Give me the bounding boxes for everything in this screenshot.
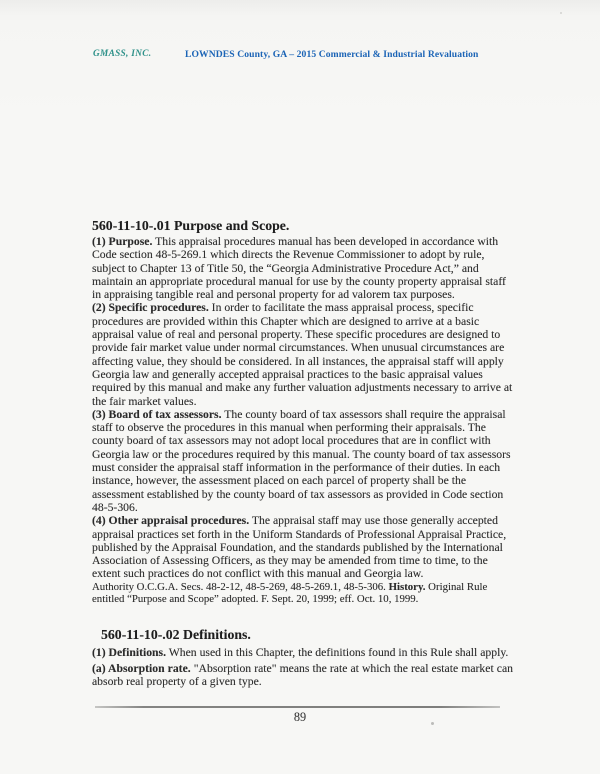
footer-rule: [95, 706, 500, 708]
paragraph-lead: (3) Board of tax assessors.: [92, 407, 222, 421]
header-document-title: LOWNDES County, GA – 2015 Commercial & Industrial Revaluation: [185, 49, 479, 60]
scan-speck: [431, 722, 434, 725]
history-text: Original Rule entitled “Purpose and Scope” adopted. F. Sept. 20, 1999; eff. Oct. 10, 1999.: [92, 580, 488, 606]
paragraph-definitions: [92, 646, 513, 659]
paragraph-text: This appraisal procedures manual has been developed in accordance with Code section 48-5-269.1 which directs the Revenue Commissioner to adopt by rule, subject to Chapter 13 of Title 50, the “Georgia Administrative Procedure Act,” and maintain an appropriate procedural manual for use by the county property appraisal staff in appraising tangible real and personal property for ad valorem tax purposes.: [92, 235, 506, 302]
rule-heading-02: 560-11-10-.02 Definitions.: [101, 626, 251, 642]
paragraph-text: The county board of tax assessors shall require the appraisal staff to observe the procedures in this manual when performing their appraisals. The county board of tax assessors may not adopt local procedures that are in conflict with Georgia law or the procedures required by this manual. The county board of tax assessors must consider the appraisal staff information in the performance of their duties. In each instance, however, the assessment placed on each parcel of property shall be the assessment established by the county board of tax assessors as provided in Code section 48-5-306.: [92, 407, 511, 514]
paragraph-lead: (1) Purpose.: [92, 235, 153, 248]
paragraph-specific-procedures: [92, 301, 513, 407]
history-label: History.: [388, 580, 426, 593]
scan-speck: [560, 12, 562, 14]
paragraph-lead: (4) Other appraisal procedures.: [92, 514, 250, 528]
paragraph-text: When used in this Chapter, the definitions found in this Rule shall apply.: [166, 645, 509, 659]
paragraph-text: The appraisal staff may use those generally accepted appraisal practices set forth in the Uniform Standards of Professional Appraisal Practice, published by the Appraisal Foundation, and the standards published by the International Association of Assessing Officers, as they may be amended from time to time, to the extent such practices do not conflict with this manual and Georgia law.: [92, 514, 507, 581]
rule-heading-01: 560-11-10-.01 Purpose and Scope.: [92, 218, 290, 233]
page-number: 89: [293, 710, 307, 724]
section-purpose-and-scope: [92, 218, 513, 606]
paragraph-lead: (a) Absorption rate.: [92, 661, 191, 675]
document-body: [92, 218, 513, 688]
authority-text: Authority O.C.G.A. Secs. 48-2-12, 48-5-269, 48-5-269.1, 48-5-306.: [92, 580, 389, 593]
paragraph-purpose: [92, 235, 513, 301]
header-company: GMASS, INC.: [93, 49, 152, 59]
authority-note: [92, 581, 513, 606]
section-definitions: [92, 627, 513, 689]
paragraph-board-of-tax-assessors: [92, 408, 513, 514]
paragraph-text: "Absorption rate" means the rate at which the real estate market can absorb real property of a given type.: [92, 661, 513, 689]
paragraph-other-appraisal-procedures: [92, 514, 513, 580]
paragraph-lead: (1) Definitions.: [92, 645, 167, 659]
paragraph-absorption-rate: [92, 662, 513, 689]
paragraph-text: In order to facilitate the mass appraisal process, specific procedures are provided within this Chapter which are designed to arrive at a basic appraisal value of real and personal property. These specific procedures are designed to provide fair market value under normal circumstances. When unusual circumstances are affecting value, they should be considered. In all instances, the appraisal staff will apply Georgia law and generally accepted appraisal practices to the basic appraisal values required by this manual and make any further valuation adjustments necessary to arrive at the fair market values.: [92, 301, 513, 408]
paragraph-lead: (2) Specific procedures.: [92, 301, 209, 315]
